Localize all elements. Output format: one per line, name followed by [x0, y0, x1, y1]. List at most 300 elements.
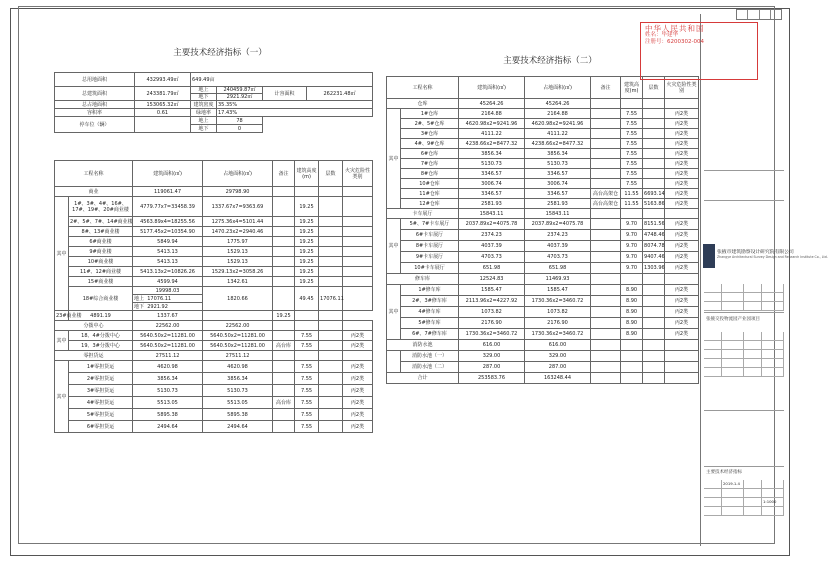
cell: 7.55	[295, 421, 319, 433]
cell: 19.25	[295, 277, 319, 287]
value: 240459.87㎡	[217, 87, 263, 94]
table1-detail	[54, 160, 373, 433]
cell: 6693.14	[644, 190, 665, 197]
cell: 5#、7#卡车展厅	[401, 219, 459, 230]
cell: 616.00	[459, 340, 525, 351]
cell: 1730.36x2=3460.72	[459, 329, 525, 340]
cell: 9.70	[621, 263, 643, 274]
cell: 丙2类	[665, 179, 699, 189]
cell: 1529.13	[203, 247, 273, 257]
cell: 2581.93	[459, 199, 525, 209]
table1-title: 主要技术经济指标（一）	[173, 48, 267, 58]
cell: 12524.83	[459, 274, 525, 285]
cell: 10#商业楼	[69, 257, 133, 267]
cell: 1#修车库	[401, 285, 459, 296]
cell: 329.00	[459, 351, 525, 362]
cell: 9.70	[621, 252, 643, 263]
label: 地上	[191, 87, 217, 94]
cell: 4#修车库	[401, 307, 459, 318]
title-block-row	[704, 200, 784, 216]
group-label: 其中	[387, 219, 401, 274]
cell: 5895.38	[203, 409, 273, 421]
cell: 9.70	[621, 230, 643, 241]
header: 层数	[643, 77, 665, 99]
cell: 7.55	[621, 149, 643, 159]
cell	[643, 169, 665, 179]
cell: 丙2类	[343, 341, 373, 351]
cell: 8151.56	[643, 219, 665, 230]
cell	[643, 139, 665, 149]
cell	[643, 179, 665, 189]
cell: 1342.61	[203, 277, 273, 287]
cell: 丙2类	[665, 296, 699, 307]
cell: 253583.76	[459, 373, 525, 384]
cell: 4111.22	[525, 129, 591, 139]
cell: 18、4#分拨中心	[69, 331, 133, 341]
cell: 丙2类	[665, 169, 699, 179]
cell: 丙2类	[343, 409, 373, 421]
cell: 5413.13x2=10826.26	[133, 267, 203, 277]
cell: 19.25	[295, 257, 319, 267]
cell: 163248.44	[525, 373, 591, 384]
value: 432993.49㎡	[135, 73, 191, 87]
cell: 5849.94	[133, 237, 203, 247]
cell: 29798.90	[203, 187, 273, 197]
cell: 2494.64	[133, 421, 203, 433]
cell: 仓库	[387, 99, 459, 109]
cell: 8.90	[621, 296, 643, 307]
cell: 9#商业楼	[69, 247, 133, 257]
cell: 1303.96	[643, 263, 665, 274]
header: 火灾危险性类别	[343, 161, 373, 187]
value: 2921.92㎡	[217, 94, 263, 101]
label: 地上	[191, 117, 217, 125]
label: 计容面积	[263, 87, 307, 101]
cell: 4599.94	[133, 277, 203, 287]
label: 建筑密度	[191, 101, 217, 109]
cell	[591, 169, 621, 179]
value: 153065.32㎡	[135, 101, 191, 109]
group-label: 其中	[387, 285, 401, 340]
cell: 修车库	[387, 274, 459, 285]
registration-stamp	[640, 22, 758, 80]
cell: 45264.26	[459, 99, 525, 109]
cell: 1#、3#、4#、16#、17#、19#、20#商业楼	[69, 197, 133, 217]
cell: 10#仓库	[401, 179, 459, 189]
cell: 丙2类	[343, 331, 373, 341]
cell: 丙2类	[343, 385, 373, 397]
cell: 5130.73	[133, 385, 203, 397]
label: 地下	[191, 125, 217, 133]
cell: 5130.73	[203, 385, 273, 397]
cell: 分拨中心	[55, 321, 133, 331]
cell: 4563.89x4=18255.56	[133, 217, 203, 227]
cell: 19.25	[295, 247, 319, 257]
cell: 1775.97	[203, 237, 273, 247]
cell: 22562.00	[133, 321, 203, 331]
cell: 丙2类	[343, 397, 373, 409]
cell: 1730.36x2=3460.72	[525, 296, 591, 307]
cell: 4620.98	[133, 361, 203, 373]
cell: 17076.11	[319, 287, 343, 311]
cell: 287.00	[525, 362, 591, 373]
cell: 5413.13	[133, 257, 203, 267]
cell: 7.55	[621, 119, 643, 129]
header: 工程名称	[387, 77, 459, 99]
cell	[643, 149, 665, 159]
cell: 消防水池（二）	[401, 362, 459, 373]
header: 占地面积(㎡)	[203, 161, 273, 187]
cell: 3346.57	[459, 189, 525, 199]
cell: 1#仓库	[401, 109, 459, 119]
cell: 丙2类	[665, 263, 699, 274]
cell: 7.55	[295, 361, 319, 373]
title-block-grid	[704, 284, 784, 311]
cell: 4238.66x2=8477.32	[525, 139, 591, 149]
cell: 18#综合商业楼	[69, 287, 133, 311]
cell: 1275.36x4=5101.44	[203, 217, 273, 227]
cell: 9.70	[621, 219, 643, 230]
cell	[591, 179, 621, 189]
label: 地下	[191, 94, 217, 101]
value: 0.61	[135, 109, 191, 117]
header: 备注	[273, 161, 295, 187]
cell: 3856.34	[525, 149, 591, 159]
cell: 8074.78	[643, 241, 665, 252]
cell: 消防水池（一）	[401, 351, 459, 362]
cell: 10#卡车展厅	[401, 263, 459, 274]
cell: 丙2类	[665, 189, 699, 199]
table2-title: 主要技术经济指标（二）	[503, 56, 597, 66]
cell: 8.90	[621, 285, 643, 296]
value: 649.49亩	[191, 73, 373, 87]
cell: 4748.46	[643, 230, 665, 241]
cell: 19.25	[295, 197, 319, 217]
cell: 高台高架仓	[591, 189, 621, 199]
cell: 12#仓库	[401, 199, 459, 209]
cell: 丙2类	[665, 241, 699, 252]
cell: 5640.50x2=11281.00	[203, 331, 273, 341]
cell: 616.00	[525, 340, 591, 351]
cell: 4#零担货运	[69, 397, 133, 409]
cell: 9.70	[621, 241, 643, 252]
cell: 5640.50x2=11281.00	[133, 331, 203, 341]
cell: 丙2类	[665, 219, 699, 230]
cell: 27511.12	[133, 351, 203, 361]
cell: 8.90	[621, 329, 643, 340]
cell: 4703.73	[459, 252, 525, 263]
cell: 5163.86	[644, 200, 665, 207]
label: 绿地率	[191, 109, 217, 117]
cell: 329.00	[525, 351, 591, 362]
cell: 4779.77x7=33458.39	[133, 197, 203, 217]
cell: 651.98	[459, 263, 525, 274]
header: 建筑面积(㎡)	[459, 77, 525, 99]
blank	[135, 117, 191, 133]
cell-split: 地上 17076.11	[133, 295, 203, 303]
cell: 19、3#分拨中心	[69, 341, 133, 351]
cell: 3856.34	[203, 373, 273, 385]
table2	[386, 76, 699, 384]
cell: 1730.36x2=3460.72	[525, 329, 591, 340]
value: 0	[217, 125, 263, 133]
date-value: 2019.1.4	[722, 480, 744, 489]
cell: 6#卡车展厅	[401, 230, 459, 241]
cell: 1529.13	[203, 257, 273, 267]
company-logo	[703, 240, 828, 275]
cell	[591, 109, 621, 119]
cell: 287.00	[459, 362, 525, 373]
value: 17.43%	[217, 109, 373, 117]
label: 总占地面积	[55, 101, 135, 109]
cell: 丙2类	[665, 285, 699, 296]
cell: 零担货运	[55, 351, 133, 361]
value: 35.35%	[217, 101, 373, 109]
cell: 7.55	[621, 169, 643, 179]
header: 层数	[319, 161, 343, 187]
cell: 9#卡车展厅	[401, 252, 459, 263]
cell: 5#修车库	[401, 318, 459, 329]
signature-grid	[704, 332, 784, 377]
cell: 丙2类	[343, 373, 373, 385]
cell: 7.55	[621, 179, 643, 189]
cell: 2#零担货运	[69, 373, 133, 385]
cell: 49.45	[295, 287, 319, 311]
cell: 5413.13	[133, 247, 203, 257]
cell: 4#、9#仓库	[401, 139, 459, 149]
cell: 3346.57	[525, 169, 591, 179]
cell: 8.90	[621, 318, 643, 329]
cell: 2#、3#修车库	[401, 296, 459, 307]
cell: 7.55	[295, 409, 319, 421]
cell: 45264.26	[525, 99, 591, 109]
cell: 15843.11	[525, 209, 591, 219]
cell: 1337.67x7=9363.69	[203, 197, 273, 217]
stamp-line: 中华人民共和国	[645, 24, 705, 33]
cell: 7.55	[295, 341, 319, 351]
cell: 2113.96x2=4227.92	[459, 296, 525, 307]
cell	[591, 149, 621, 159]
cell: 11#仓库	[401, 189, 459, 199]
value: 78	[217, 117, 263, 125]
cell: 27511.12	[203, 351, 273, 361]
cell: 1073.82	[459, 307, 525, 318]
cell: 高台库	[273, 397, 295, 409]
stamp-line: 注册号：6200302-004	[645, 39, 704, 45]
cell	[643, 119, 665, 129]
cell: 22562.00	[203, 321, 273, 331]
cell	[591, 159, 621, 169]
label: 总用地面积	[55, 73, 135, 87]
group-label: 其中	[55, 331, 69, 351]
cell: 2176.90	[525, 318, 591, 329]
cell: 2374.23	[459, 230, 525, 241]
cell: 1529.13x2=3058.26	[203, 267, 273, 277]
cell: 15#商业楼	[69, 277, 133, 287]
cell: 6#、7#修车库	[401, 329, 459, 340]
cell	[591, 119, 621, 129]
cell: 19.25	[295, 217, 319, 227]
table1-summary	[54, 72, 373, 133]
cell: 19.25	[295, 227, 319, 237]
cell: 2176.90	[459, 318, 525, 329]
cell: 7.55	[295, 397, 319, 409]
title-block-notes	[704, 410, 784, 450]
cell: 19.25	[295, 237, 319, 247]
cell: 7.55	[295, 385, 319, 397]
cell	[643, 159, 665, 169]
cell: 1073.82	[525, 307, 591, 318]
cell: 3006.74	[459, 179, 525, 189]
cell: 丙2类	[343, 421, 373, 433]
cell: 丙2类	[665, 318, 699, 329]
group-label: 其中	[55, 197, 69, 311]
cell: 4111.22	[459, 129, 525, 139]
cell: 丙2类	[665, 329, 699, 340]
cell: 高台库	[273, 341, 295, 351]
cell: 9407.46	[643, 252, 665, 263]
cell: 1820.66	[203, 287, 273, 311]
company-name: 张掖市建筑勘察设计研究院有限公司	[717, 250, 794, 255]
sheet-info-grid	[704, 480, 784, 516]
cell: 3856.34	[133, 373, 203, 385]
header: 火灾危险性类别	[665, 77, 699, 99]
title-block-row	[704, 170, 784, 186]
cell: 5895.38	[133, 409, 203, 421]
cell: 2164.88	[525, 109, 591, 119]
cell: 2581.93	[525, 199, 591, 209]
cell: 5130.73	[459, 159, 525, 169]
cell: 3346.57	[459, 169, 525, 179]
cell: 5640.50x2=11281.00	[203, 341, 273, 351]
cell: 丙2类	[665, 139, 699, 149]
cell: 丙2类	[665, 119, 699, 129]
cell: 11#、12#商业楼	[69, 267, 133, 277]
cell: 4891.19	[69, 311, 133, 321]
cell: 丙2类	[665, 109, 699, 119]
cell: 23#商业楼	[56, 312, 82, 319]
cell: 合计	[387, 373, 459, 384]
header: 备注	[591, 77, 621, 99]
logo-mark	[703, 244, 715, 268]
cell: 1337.67	[133, 311, 203, 321]
cell: 2164.88	[459, 109, 525, 119]
cell: 7.55	[621, 139, 643, 149]
cell: 2037.89x2=4075.78	[459, 219, 525, 230]
cell: 5640.50x2=11281.00	[133, 341, 203, 351]
cell: 7#仓库	[401, 159, 459, 169]
cell: 丙2类	[665, 129, 699, 139]
cell: 丙2类	[665, 149, 699, 159]
cell: 3006.74	[525, 179, 591, 189]
cell-split: 地下 2921.92	[133, 303, 203, 311]
cell: 4037.39	[525, 241, 591, 252]
cell: 2#、5#、7#、14#商业楼	[70, 218, 133, 225]
cell	[643, 109, 665, 119]
cell: 1585.47	[459, 285, 525, 296]
cell: 4620.98	[203, 361, 273, 373]
cell: 丙2类	[665, 307, 699, 318]
cell: 19.25	[295, 267, 319, 277]
label: 停车位（辆）	[55, 117, 135, 133]
cell: 8#、13#商业楼	[69, 227, 133, 237]
header: 工程名称	[55, 161, 133, 187]
cell: 4620.98x2=9241.96	[525, 119, 591, 129]
value: 262231.48㎡	[307, 87, 373, 101]
cell: 7.55	[621, 129, 643, 139]
cell: 丙2类	[665, 199, 699, 209]
company-name-en: Zhangye Architectural Survey Design and Research Institute Co., Ltd.	[717, 255, 828, 259]
cell: 2374.23	[525, 230, 591, 241]
cell: 15843.11	[459, 209, 525, 219]
cell: 11.55	[621, 199, 643, 209]
stamp-line: 姓名：毕建华	[645, 32, 679, 38]
cell: 2#、5#仓库	[401, 119, 459, 129]
cell: 651.98	[525, 263, 591, 274]
cell: 5177.45x2=10354.90	[133, 227, 203, 237]
cell: 丙2类	[343, 361, 373, 373]
cell: 2494.64	[203, 421, 273, 433]
cell: 6#仓库	[401, 149, 459, 159]
header: 建筑高度(m)	[621, 77, 643, 99]
cell: 2037.89x2=4075.78	[525, 219, 591, 230]
cell: 8#卡车展厅	[401, 241, 459, 252]
cell: 8.90	[621, 307, 643, 318]
cell: 1470.23x2=2940.46	[203, 227, 273, 237]
cell: 6#零担货运	[69, 421, 133, 433]
cell: 3856.34	[459, 149, 525, 159]
cell: 19.25	[273, 311, 295, 321]
cell: 消防水池	[387, 340, 459, 351]
cell: 4703.73	[525, 252, 591, 263]
cell: 卡车展厅	[387, 209, 459, 219]
cell: 8#仓库	[401, 169, 459, 179]
cell: 7.55	[621, 159, 643, 169]
cell: 7.55	[295, 331, 319, 341]
drawing-title: 主要技术经济指标	[704, 466, 784, 478]
cell: 11469.93	[525, 274, 591, 285]
cell	[643, 129, 665, 139]
cell: 6#商业楼	[69, 237, 133, 247]
cell: 丙2类	[665, 252, 699, 263]
header: 占地面积(㎡)	[525, 77, 591, 99]
cell: 4620.98x2=9241.96	[459, 119, 525, 129]
cell: 1585.47	[525, 285, 591, 296]
cell: 丙2类	[665, 159, 699, 169]
group-label	[387, 351, 401, 373]
label: 容积率	[55, 109, 135, 117]
group-label: 其中	[387, 109, 401, 209]
cell: 5513.05	[203, 397, 273, 409]
cell: 3#零担货运	[69, 385, 133, 397]
scale-value: 1:1000	[762, 498, 784, 507]
cell: 商业	[55, 187, 133, 197]
cell: 11.55	[621, 189, 643, 199]
group-label: 其中	[55, 361, 69, 433]
value: 243381.79㎡	[135, 87, 191, 101]
cell: 19998.03	[133, 287, 203, 295]
header: 建筑高度(m)	[295, 161, 319, 187]
project-name: 张掖交投物流园产业园项目	[704, 312, 784, 326]
label: 总建筑面积	[55, 87, 135, 101]
cell: 丙2类	[665, 230, 699, 241]
cell: 高台高架仓	[591, 199, 621, 209]
cell	[591, 129, 621, 139]
cell: 119061.47	[133, 187, 203, 197]
cell: 5#零担货运	[69, 409, 133, 421]
header: 建筑面积(㎡)	[133, 161, 203, 187]
cell: 5513.05	[133, 397, 203, 409]
